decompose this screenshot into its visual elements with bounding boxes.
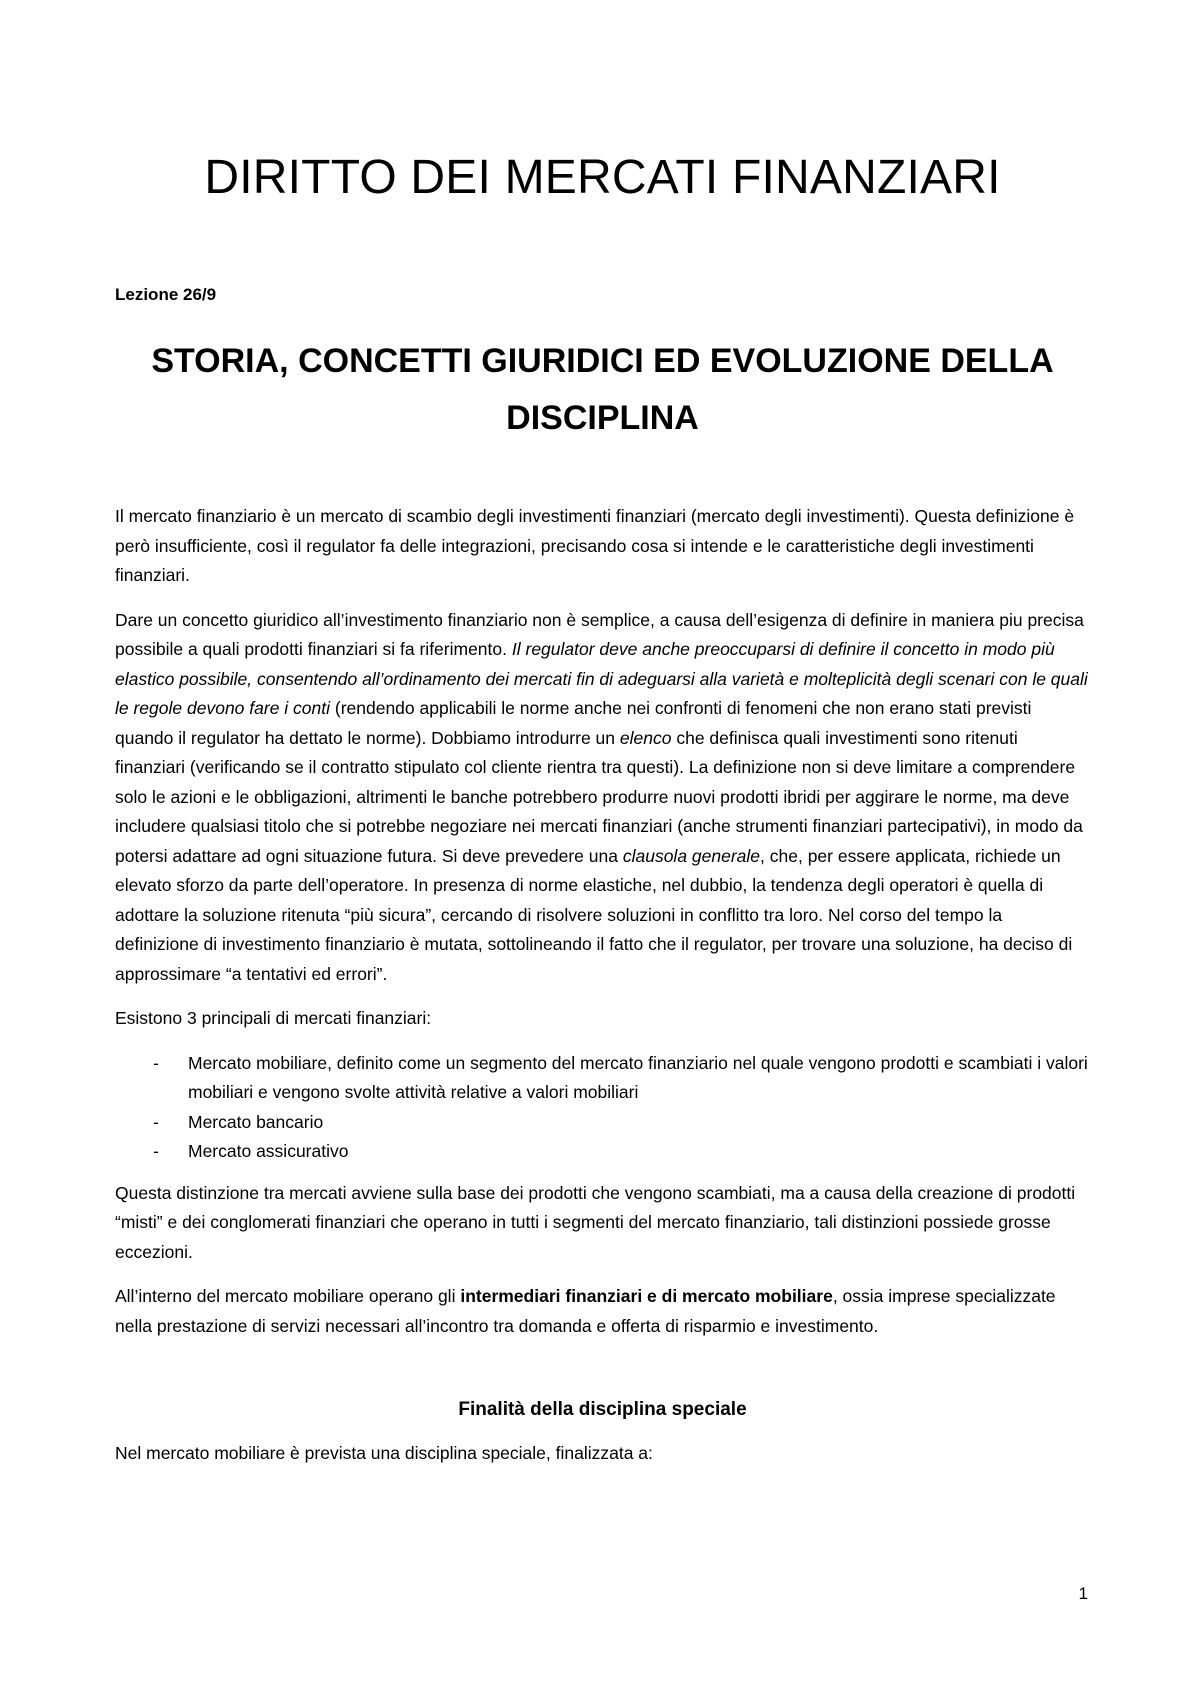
list-marker: - — [153, 1141, 159, 1161]
list-marker: - — [153, 1052, 159, 1073]
paragraph-text: , che, per essere applicata, richiede un elevato sforzo da parte dell’operatore. In presenza di norme elastiche, nel dubbio, la tendenza degli operatori è quella di adottare la soluzione ritenuta “più sicura”, cercando di risolvere soluzioni in conflitto tra loro. Nel corso del tempo la definizione di investimento finanziario è mutata, sottolineando il fatto che il regulator, per trovare una soluzione, ha deciso di approssimare “a tentativi ed errori”. — [115, 845, 1073, 984]
document-title: DIRITTO DEI MERCATI FINANZIARI — [204, 151, 1001, 204]
list-item-text: Mercato assicurativo — [188, 1141, 349, 1161]
paragraph-market-distinction: Questa distinzione tra mercati avviene sulla base dei prodotti che vengono scambiati, ma a causa della creazione di prodotti “misti” e dei conglomerati finanziari che operano in tutti i segmenti del mercato finanziario, tali distinzioni possiede grosse eccezioni. — [115, 1182, 1076, 1262]
list-item — [115, 1108, 1090, 1138]
section-heading: Finalità della disciplina speciale — [458, 1399, 747, 1420]
paragraph-special-discipline: Nel mercato mobiliare è prevista una disciplina speciale, finalizzata a: — [115, 1442, 653, 1463]
bold-text: intermediari finanziari e di mercato mobiliare — [460, 1286, 833, 1306]
page-number: 1 — [1078, 1584, 1088, 1603]
paragraph-text: Dare un concetto giuridico all’investimento finanziario non è semplice, a causa dell’esigenza di definire in maniera piu precisa possibile a quali prodotti finanziari si fa riferimento. — [115, 609, 1084, 659]
paragraph-text: , ossia imprese specializzate nella prestazione di servizi necessari all’incontro tra domanda e offerta di risparmio e investimento. — [115, 1286, 1056, 1336]
list-item-text: Mercato mobiliare, definito come un segmento del mercato finanziario nel quale vengono prodotti e scambiati i valori mobiliari e vengono svolte attività relative a valori mobiliari — [188, 1052, 1088, 1102]
paragraph-intermediaries — [115, 1282, 1090, 1341]
paragraph-text: All’interno del mercato mobiliare operano gli — [115, 1286, 461, 1306]
italic-text: elenco — [619, 727, 672, 748]
paragraph-legal-concept — [115, 606, 1090, 990]
document-body — [115, 502, 1090, 1483]
italic-text: clausola generale — [622, 845, 761, 866]
paragraph-definition: Il mercato finanziario è un mercato di scambio degli investimenti finanziari (mercato degli investimenti). Questa definizione è però insufficiente, così il regulator fa delle integrazioni, precisando cosa si intende e le caratteristiche degli investimenti finanziari. — [115, 506, 1075, 585]
list-item — [115, 1137, 1090, 1167]
italic-text: Il regulator deve anche preoccuparsi di definire il concetto in modo più elastico possibile, consentendo all’ordinamento dei mercati fin di adeguarsi alla varietà e molteplicità degli scenari con le quali le regole devono fare i conti — [115, 639, 1088, 718]
document-subtitle: STORIA, CONCETTI GIURIDICI ED EVOLUZIONE DELLA DISCIPLINA — [151, 342, 1054, 437]
paragraph-text: (rendendo applicabili le norme anche nei confronti di fenomeni che non erano stati previsti quando il regulator ha dettato le norme). Dobbiamo introdurre un — [115, 698, 1032, 748]
list-item-text: Mercato bancario — [188, 1111, 324, 1132]
lesson-label: Lezione 26/9 — [115, 285, 217, 304]
list-item — [115, 1049, 1090, 1108]
paragraph-text: che definisca quali investimenti sono ritenuti finanziari (verificando se il contratto stipulato col cliente rientra tra questi). La definizione non si deve limitare a comprendere solo le azioni e le obbligazioni, altrimenti le banche potrebbero produrre nuovi prodotti ibridi per aggirare le norme, ma deve includere qualsiasi titolo che si potrebbe negoziare nei mercati finanziari (anche strumenti finanziari partecipativi), in modo da potersi adattare ad ogni situazione futura. Si deve prevedere una — [115, 727, 1083, 866]
paragraph-market-types-intro: Esistono 3 principali di mercati finanziari: — [115, 1008, 432, 1028]
list-marker: - — [153, 1111, 159, 1132]
market-types-list — [115, 1049, 1090, 1167]
